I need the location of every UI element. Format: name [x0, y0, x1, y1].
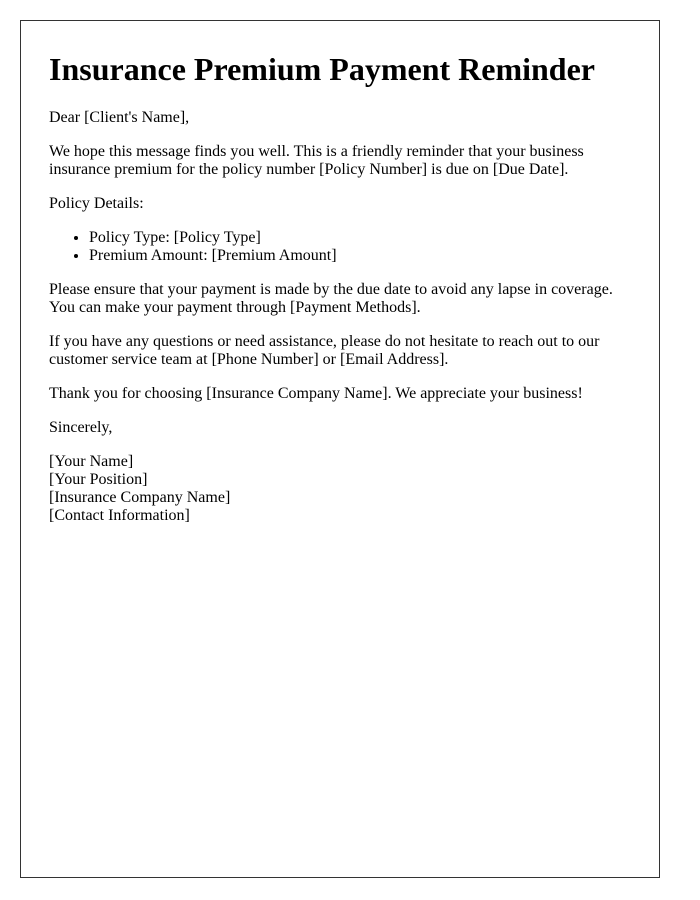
signature-position: [Your Position] — [49, 471, 148, 488]
intro-paragraph: We hope this message finds you well. This is a friendly reminder that your business insurance premium for the policy number [Policy Number] is due on [Due Date]. — [49, 143, 584, 178]
signature-name: [Your Name] — [49, 453, 134, 470]
assistance-paragraph: If you have any questions or need assistance, please do not hesitate to reach out to our customer service team at [Phone Number] or [Email Address]. — [49, 333, 600, 368]
closing: Sincerely, — [49, 419, 113, 436]
signature-contact: [Contact Information] — [49, 507, 190, 524]
premium-amount-item: • Premium Amount: [Premium Amount] — [89, 247, 631, 265]
policy-details-heading: Policy Details: — [49, 195, 144, 212]
thanks-paragraph: Thank you for choosing [Insurance Company Name]. We appreciate your business! — [49, 385, 583, 402]
payment-paragraph: Please ensure that your payment is made by the due date to avoid any lapse in coverage. You can make your payment through [Payment Methods]. — [49, 281, 613, 316]
policy-type-item: • Policy Type: [Policy Type] — [89, 229, 631, 247]
signature-company: [Insurance Company Name] — [49, 489, 231, 506]
signature-block — [49, 453, 631, 525]
salutation: Dear [Client's Name], — [49, 109, 190, 126]
policy-details-list — [49, 229, 631, 265]
letter-page — [20, 20, 660, 878]
letter-title: Insurance Premium Payment Reminder — [49, 51, 595, 87]
